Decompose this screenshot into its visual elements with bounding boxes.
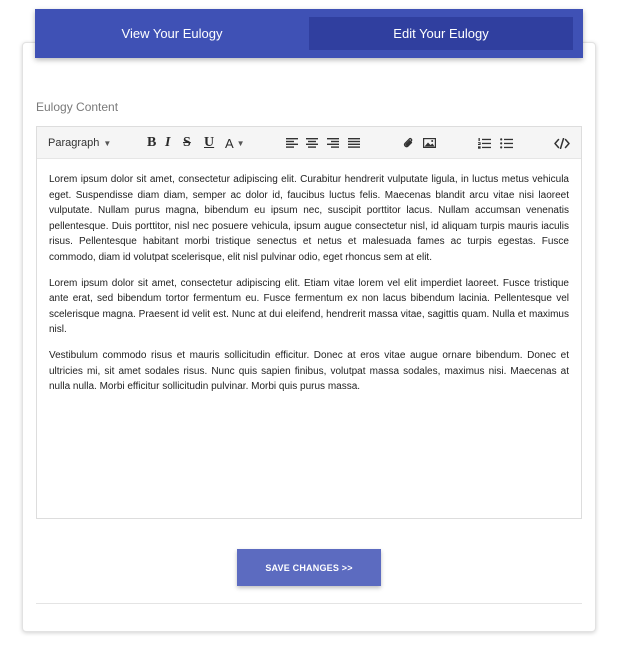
content-paragraph: Vestibulum commodo risus et mauris sollicitudin efficitur. Donec at eros vitae augue ornare bibendum. Donec et ultricies mi, sit amet sodales risus. Nunc quis sapien finibus, volutpat massa sodales, maximus nisi. Maecenas at nulla nulla. Morbi efficitur sollicitudin pulvinar. Morbi quis purus massa. [49, 349, 569, 393]
align-justify-icon[interactable] [347, 127, 361, 159]
paragraph-style-dropdown[interactable] [48, 127, 111, 159]
caret-down-icon: ▼ [103, 138, 112, 148]
font-color-icon: A [225, 135, 234, 151]
content-paragraph: Lorem ipsum dolor sit amet, consectetur adipiscing elit. Curabitur hendrerit vulputate ligula, in luctus metus vehicula eget. Suspendisse diam diam, semper ac dolor id, faucibus luctus felis. Maecenas blandit arcu vitae nisi laoreet vulputate. Nullam purus magna, bibendum eu ipsum nec, suscipit porttitor lacus. Nullam accumsan venenatis pellentesque. Duis porttitor, nisl nec posuere vehicula, ipsum augue consectetur nisl, id aliquam turpis mauris iaculis risus. Pellentesque habitant morbi tristique senectus et netus et malesuada fames ac turpis egestas. Fusce commodo, diam id volutpat scelerisque, elit nisl pulvinar odio, eget rhoncus sem at elit. [49, 174, 569, 263]
eulogy-content-label: Eulogy Content [36, 100, 119, 114]
image-icon[interactable] [421, 127, 437, 159]
paragraph-style-label: Paragraph [48, 137, 100, 149]
editor-toolbar [37, 127, 581, 159]
font-color-dropdown[interactable] [225, 127, 245, 159]
italic-button[interactable]: I [165, 135, 171, 150]
ordered-list-icon[interactable] [477, 127, 491, 159]
align-right-icon[interactable] [326, 127, 340, 159]
divider [36, 603, 582, 604]
caret-down-icon: ▼ [236, 138, 245, 148]
tab-view-eulogy[interactable]: View Your Eulogy [121, 26, 223, 41]
bold-button[interactable]: B [147, 135, 157, 150]
align-left-icon[interactable] [285, 127, 299, 159]
underline-button[interactable]: U [204, 135, 215, 150]
editor-content-area[interactable] [37, 159, 581, 395]
align-center-icon[interactable] [305, 127, 319, 159]
content-paragraph: Lorem ipsum dolor sit amet, consectetur adipiscing elit. Etiam vitae lorem vel elit imperdiet laoreet. Fusce tristique ante erat, sed bibendum tortor fermentum eu. Fusce fermentum ex non lacus bibendum lacinia. Pellentesque vel scelerisque magna. Praesent id velit est. Nunc at dui eleifend, hendrerit massa vitae, sagittis quam. Nulla et maximus nisl. [49, 277, 569, 336]
tab-edit-eulogy[interactable]: Edit Your Eulogy [309, 17, 573, 50]
strikethrough-button[interactable]: S [183, 135, 191, 150]
unordered-list-icon[interactable] [499, 127, 513, 159]
tab-bar [35, 9, 583, 58]
link-icon[interactable] [401, 127, 415, 159]
save-changes-button[interactable]: SAVE CHANGES >> [237, 549, 381, 586]
code-view-icon[interactable] [553, 127, 571, 159]
rich-text-editor [36, 126, 582, 519]
